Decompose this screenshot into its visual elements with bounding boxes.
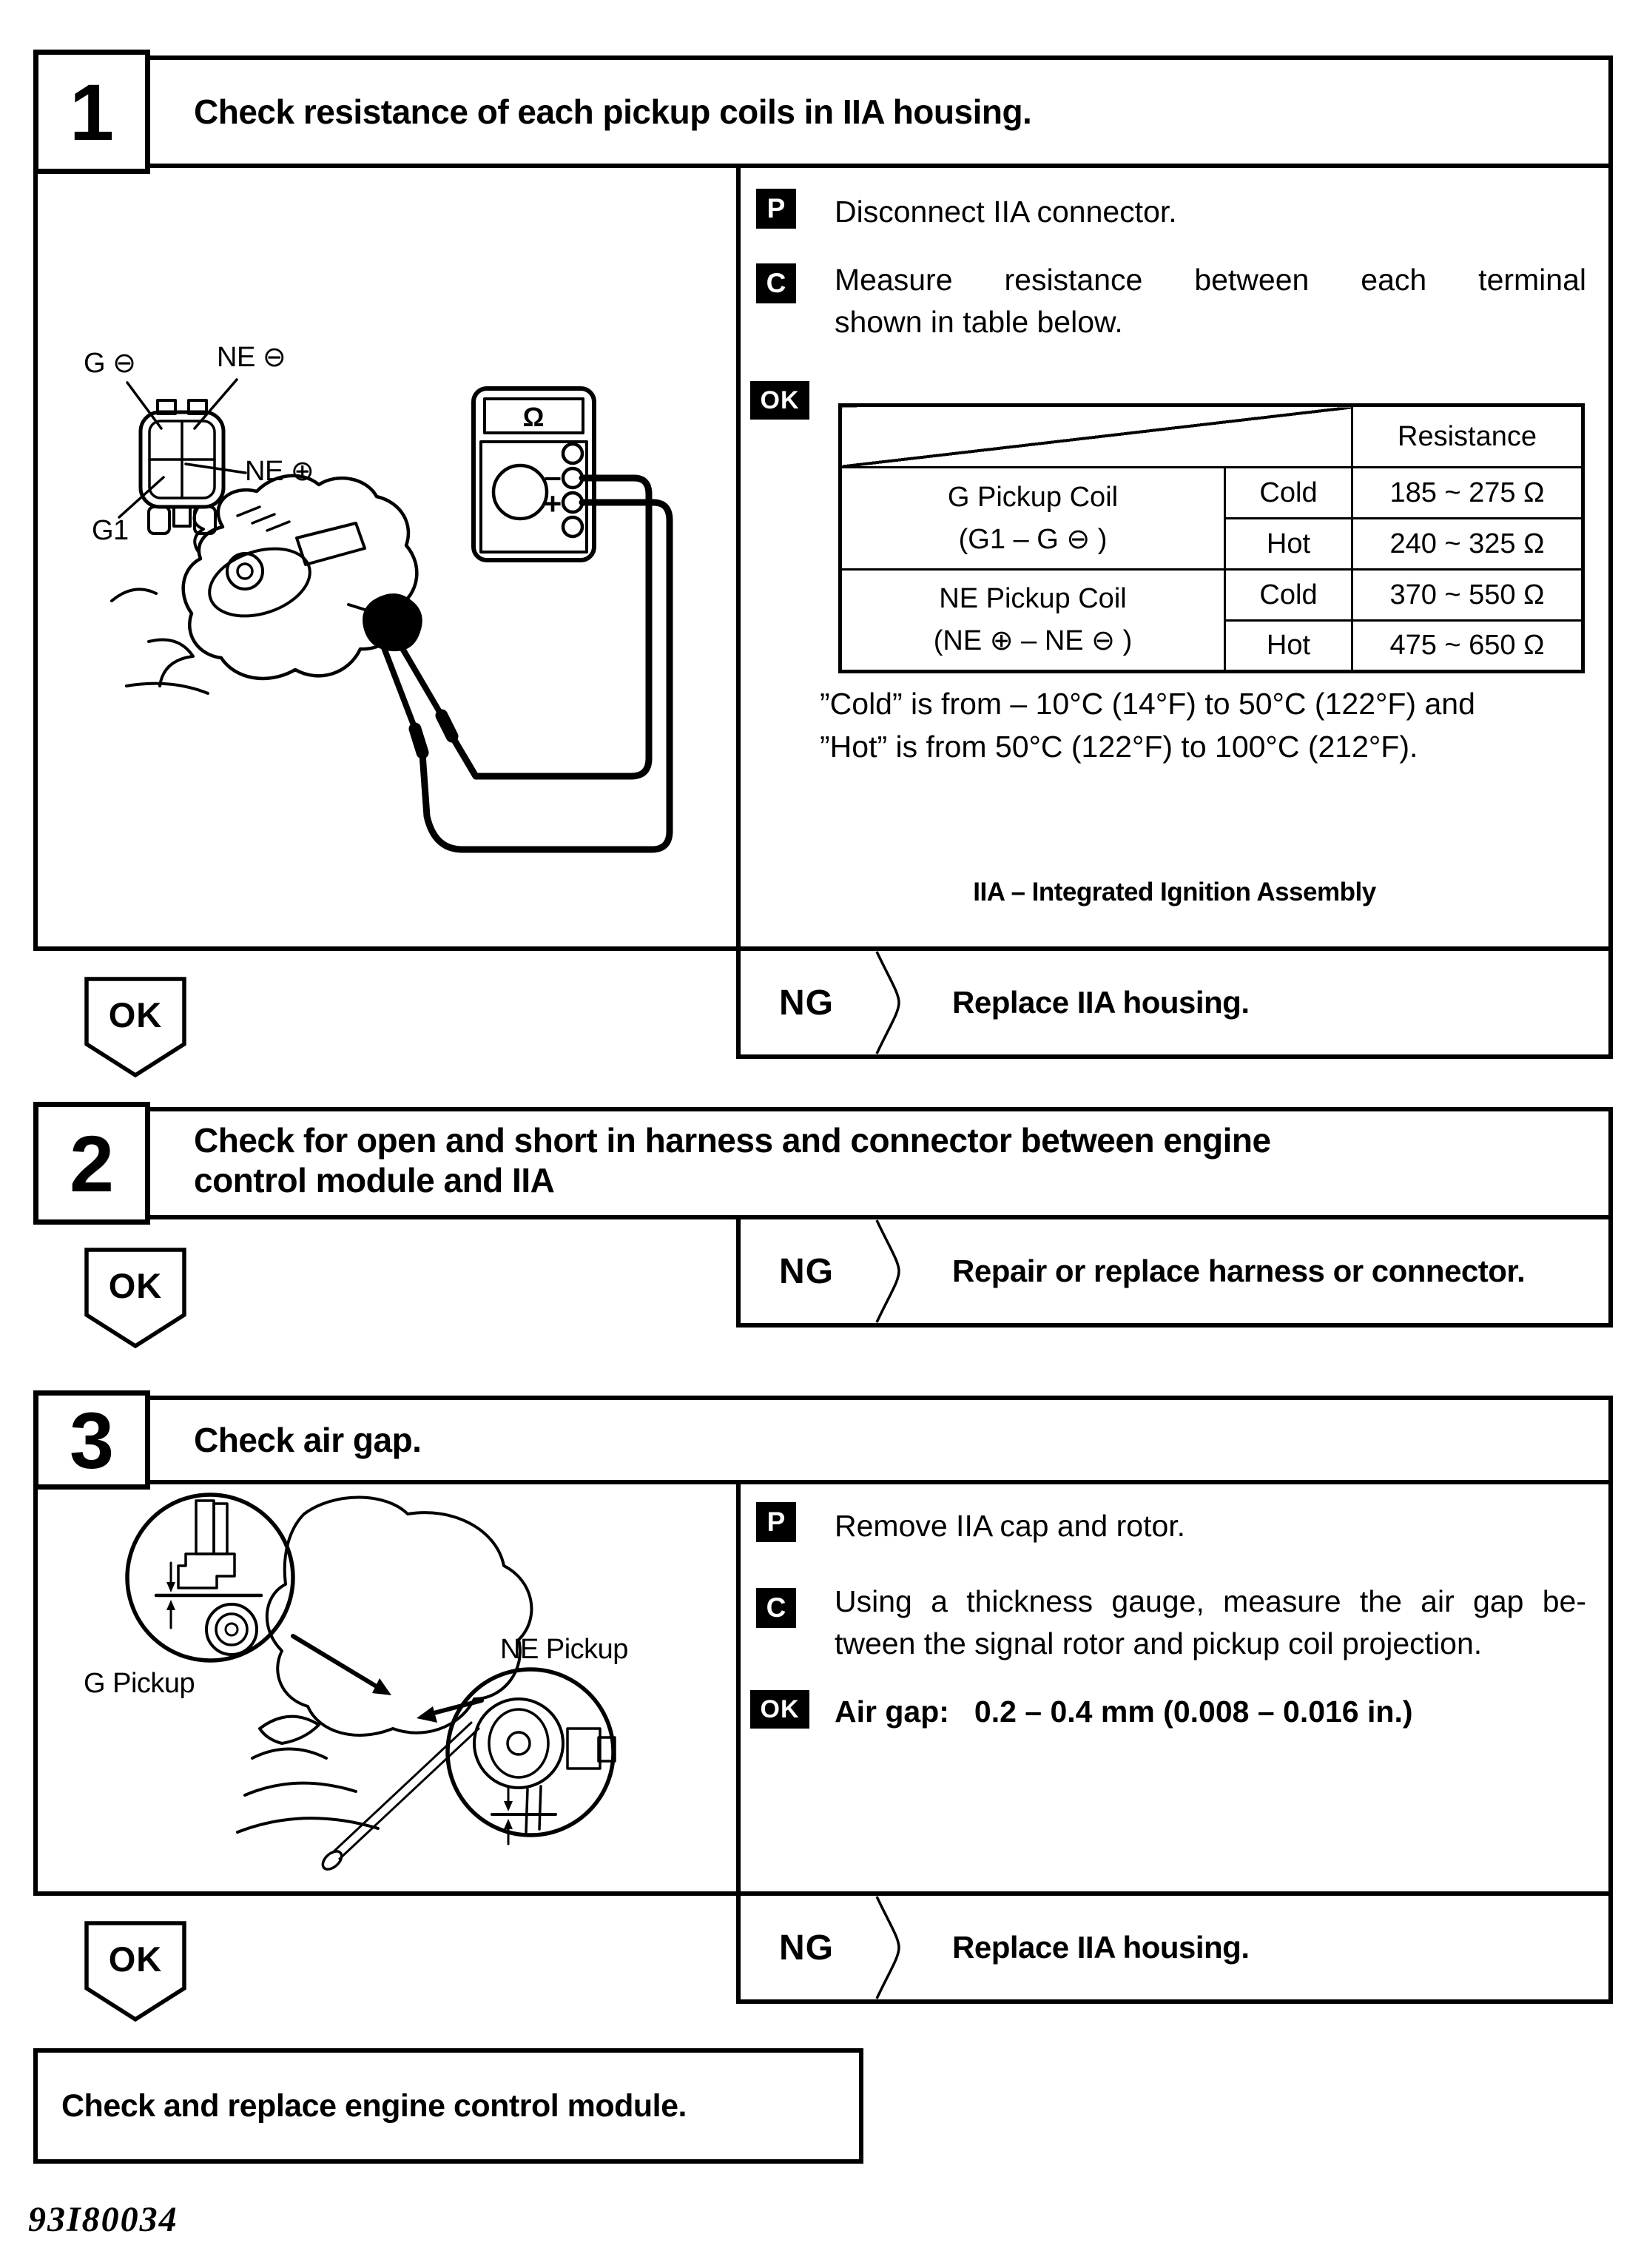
meter-minus-label: – [544, 459, 562, 494]
ne-hot-label: Hot [1225, 621, 1352, 672]
step2-number: 2 [69, 1118, 115, 1208]
ne-hot-value: 475 ~ 650 Ω [1352, 621, 1583, 672]
temperature-note [820, 682, 1605, 768]
step3-ng-strip [736, 1891, 1613, 2004]
step3-check-text [835, 1581, 1586, 1666]
g-cold-value: 185 ~ 275 Ω [1352, 468, 1583, 519]
step3-title: Check air gap. [194, 1420, 422, 1459]
check-badge: C [756, 1588, 796, 1628]
ne-pickup-coil-cell [840, 570, 1225, 672]
step1-illustration [38, 168, 736, 946]
step1-ok-flow-text: OK [108, 995, 163, 1034]
step1-check-line1: Measure resistance between each terminal [835, 263, 1586, 297]
ok-spec-badge: OK [750, 381, 809, 420]
g-pickup-coil-cell [840, 468, 1225, 570]
step2-title-line1: Check for open and short in harness and connector between engine [194, 1121, 1271, 1160]
magnifier-leader-arrows [293, 1636, 482, 1723]
ne-pickup-magnifier-icon [448, 1669, 615, 1844]
step1-title: Check resistance of each pickup coils in IIA housing. [194, 92, 1032, 131]
ng-chevron-icon [874, 1219, 903, 1324]
final-action-box [33, 2048, 863, 2164]
prepare-badge: P [756, 189, 796, 229]
ohm-symbol: Ω [522, 402, 545, 432]
g-hot-value: 240 ~ 325 Ω [1352, 519, 1583, 570]
step2-title-line2: control module and IIA [194, 1161, 555, 1200]
step1-prepare-text: Disconnect IIA connector. [835, 195, 1177, 229]
air-gap-spec-value: 0.2 – 0.4 mm (0.008 – 0.016 in.) [974, 1695, 1413, 1729]
step2-ng-strip [736, 1215, 1613, 1328]
ok-spec-badge: OK [750, 1690, 809, 1729]
step2-ok-flow-text: OK [108, 1266, 163, 1305]
ne-cold-value: 370 ~ 550 Ω [1352, 570, 1583, 621]
ne-cold-label: Cold [1225, 570, 1352, 621]
step2-ok-flow-badge [83, 1246, 188, 1350]
step1-number-box [33, 50, 150, 174]
test-lead-wires [422, 478, 670, 849]
check-badge: C [756, 263, 796, 303]
step1-check-line2: shown in table below. [835, 305, 1123, 340]
step3-check-line2: tween the signal rotor and pickup coil projection. [835, 1626, 1483, 1661]
step3-ng-action: Replace IIA housing. [952, 1930, 1250, 1965]
probe-icons [363, 593, 452, 753]
step1-ng-action: Replace IIA housing. [952, 985, 1250, 1020]
step3-number-box [33, 1390, 150, 1490]
resistance-table [838, 403, 1585, 673]
g-cold-label: Cold [1225, 468, 1352, 519]
g-pickup-label: G Pickup [84, 1668, 195, 1699]
ne-coil-name: NE Pickup Coil [939, 583, 1127, 614]
step3-number: 3 [69, 1395, 115, 1485]
step2-number-box [33, 1102, 150, 1225]
step3-ok-flow-text: OK [108, 1939, 163, 1979]
prepare-badge: P [756, 1502, 796, 1542]
final-action-text: Check and replace engine control module. [61, 2087, 687, 2124]
figure-code: 93I80034 [28, 2200, 178, 2239]
g-hot-label: Hot [1225, 519, 1352, 570]
step1-check-text [835, 259, 1586, 344]
note-line1: ”Cold” is from – 10°C (14°F) to 50°C (122°F) and [820, 687, 1475, 721]
air-gap-spec-label: Air gap: [835, 1695, 949, 1729]
iia-abbreviation: IIA – Integrated Ignition Assembly [973, 878, 1376, 906]
table-diagonal-cell [840, 406, 1352, 468]
step3-ng-label: NG [779, 1928, 834, 1968]
ne-pickup-label: NE Pickup [500, 1634, 628, 1665]
resistance-column-header: Resistance [1352, 406, 1583, 468]
step1-column-divider [736, 164, 741, 951]
step1-ok-flow-badge [83, 975, 188, 1079]
step1-ng-label: NG [779, 983, 834, 1023]
distributor-and-hand-icon [237, 1498, 531, 1873]
step2-ng-action: Repair or replace harness or connector. [952, 1254, 1526, 1288]
ng-chevron-icon [874, 950, 903, 1055]
ne-coil-terminals: (NE ⊕ – NE ⊖ ) [933, 625, 1133, 656]
terminal-label-ne-plus: NE ⊕ [245, 456, 314, 487]
step2-title [194, 1107, 1585, 1219]
step3-prepare-text: Remove IIA cap and rotor. [835, 1509, 1186, 1543]
meter-plus-label: + [543, 486, 562, 521]
ohmmeter-icon [474, 388, 594, 560]
g-coil-name: G Pickup Coil [947, 481, 1119, 513]
g-coil-terminals: (G1 – G ⊖ ) [958, 523, 1108, 555]
step3-check-line1: Using a thickness gauge, measure the air gap be- [835, 1584, 1586, 1618]
terminal-label-g-minus: G ⊖ [84, 348, 136, 379]
note-line2: ”Hot” is from 50°C (122°F) to 100°C (212°F). [820, 730, 1418, 764]
step3-column-divider [736, 1480, 741, 1896]
step1-number: 1 [69, 67, 115, 157]
terminal-label-ne-minus: NE ⊖ [217, 342, 286, 373]
step3-ok-flow-badge [83, 1919, 188, 2023]
g-pickup-magnifier-icon [127, 1495, 293, 1660]
step1-ng-strip [736, 946, 1613, 1059]
step2-ng-label: NG [779, 1251, 834, 1291]
terminal-label-g1: G1 [92, 515, 129, 546]
ng-chevron-icon [874, 1895, 903, 2000]
air-gap-spec [835, 1695, 1589, 1729]
